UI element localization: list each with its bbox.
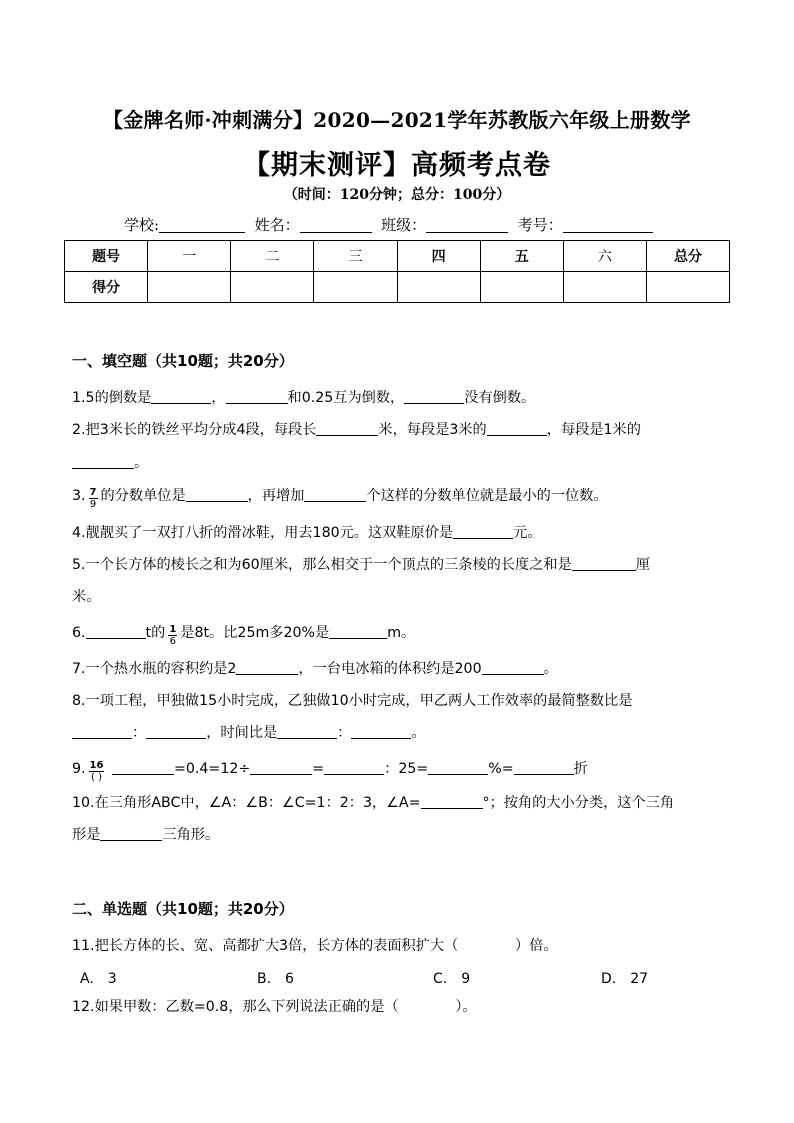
- q2-text: 。: [134, 455, 149, 471]
- name-label: 姓名：: [254, 216, 300, 234]
- q8-text: 。: [411, 725, 426, 741]
- answer-blank[interactable]: [572, 556, 636, 571]
- question-2: [72, 420, 641, 440]
- exam-title: 【期末测评】高频考点卷: [243, 150, 551, 181]
- q2-text: ，每段是1米的: [546, 422, 641, 438]
- name-field[interactable]: [300, 216, 372, 233]
- score-table-score-row: [65, 272, 730, 303]
- q6-text: m。: [387, 625, 416, 641]
- q5-text: 米。: [72, 589, 101, 605]
- q1-text: 和0.25互为倒数，: [287, 390, 405, 406]
- q1-text: 没有倒数。: [464, 390, 536, 406]
- answer-blank[interactable]: [514, 760, 574, 775]
- fraction-denominator: 6: [169, 636, 176, 647]
- answer-blank[interactable]: [324, 760, 384, 775]
- q8-text: 8.一项工程，甲独做15小时完成，乙独做10小时完成，甲乙两人工作效率的最简整数比是: [72, 693, 633, 709]
- answer-blank[interactable]: [428, 760, 488, 775]
- score-input-cell[interactable]: [480, 272, 563, 303]
- q1-text: ，: [211, 390, 226, 406]
- score-cell-section: 三: [314, 241, 397, 272]
- q11-option-b[interactable]: B. 6: [257, 971, 294, 987]
- q10-text: 形是: [72, 827, 101, 843]
- score-cell-section: 一: [148, 241, 231, 272]
- answer-blank[interactable]: [100, 826, 162, 841]
- answer-blank[interactable]: [146, 724, 206, 739]
- answer-blank[interactable]: [72, 724, 132, 739]
- score-cell-section: 四: [397, 241, 480, 272]
- q9-text: =: [312, 761, 325, 777]
- q7-text: 7.一个热水瓶的容积约是2: [72, 661, 237, 677]
- q5-text: 5.一个长方体的棱长之和为60厘米，那么相交于一个顶点的三条棱的长度之和是: [72, 557, 572, 573]
- student-info-line: [124, 214, 653, 235]
- class-label: 班级：: [381, 216, 427, 234]
- q8-text: ：: [337, 725, 352, 741]
- question-4: [72, 523, 542, 543]
- q4-text: 4.靓靓买了一双打八折的滑冰鞋，用去180元。这双鞋原价是: [72, 525, 454, 541]
- q9-text: %=: [488, 761, 514, 777]
- question-3: [72, 486, 608, 510]
- q8-text: ：: [132, 725, 147, 741]
- score-input-cell[interactable]: [397, 272, 480, 303]
- score-cell-label: 题号: [65, 241, 148, 272]
- fraction-numerator: 1: [169, 624, 177, 635]
- q7-text: ，一台电冰箱的体积约是200: [298, 661, 482, 677]
- score-input-cell[interactable]: [314, 272, 397, 303]
- q10-text: °；按角的大小分类，这个三角: [482, 795, 675, 811]
- q7-text: 。: [543, 661, 558, 677]
- question-6: [72, 623, 415, 647]
- answer-blank[interactable]: [236, 660, 298, 675]
- answer-blank[interactable]: [482, 660, 544, 675]
- q3-text: 的分数单位是: [100, 488, 186, 504]
- question-11: 11.把长方体的长、宽、高都扩大3倍，长方体的表面积扩大（ ）倍。: [72, 938, 558, 954]
- answer-blank[interactable]: [112, 760, 174, 775]
- score-row-label: 得分: [65, 272, 148, 303]
- question-2-cont: [72, 453, 148, 473]
- fraction-denominator: ( ): [91, 772, 102, 783]
- answer-blank[interactable]: [277, 724, 337, 739]
- fraction-numerator: 7: [89, 487, 97, 498]
- answer-blank[interactable]: [86, 624, 146, 639]
- fraction-denominator: 9: [89, 499, 97, 510]
- answer-blank[interactable]: [404, 389, 464, 404]
- question-1: [72, 388, 535, 408]
- score-input-cell[interactable]: [231, 272, 314, 303]
- q9-text: ：25=: [384, 761, 429, 777]
- question-8-cont: [72, 723, 426, 743]
- fraction-numerator: 16: [89, 760, 104, 771]
- answer-blank[interactable]: [186, 487, 248, 502]
- fraction-7-9: [89, 487, 98, 510]
- answer-blank[interactable]: [453, 524, 513, 539]
- answer-blank[interactable]: [329, 624, 387, 639]
- answer-blank[interactable]: [487, 421, 547, 436]
- score-input-cell[interactable]: [148, 272, 231, 303]
- q2-text: 米，每段是3米的: [378, 422, 487, 438]
- score-input-cell[interactable]: [563, 272, 646, 303]
- q9-text: =0.4=12÷: [173, 761, 251, 777]
- q10-text: 三角形。: [162, 827, 220, 843]
- score-cell-section: 六: [563, 241, 646, 272]
- fraction-1-6: [168, 624, 177, 647]
- class-field[interactable]: [426, 216, 508, 233]
- score-input-cell[interactable]: [646, 272, 729, 303]
- q6-text: 6.: [72, 625, 86, 641]
- exam-no-field[interactable]: [563, 216, 653, 233]
- q9-text: 9.: [72, 761, 86, 777]
- score-table: [64, 240, 730, 303]
- answer-blank[interactable]: [72, 454, 134, 469]
- q3-text: 3.: [72, 488, 86, 504]
- answer-blank[interactable]: [226, 389, 288, 404]
- q4-text: 元。: [513, 525, 542, 541]
- school-label: 学校:: [124, 216, 160, 234]
- question-10: [72, 793, 674, 813]
- score-cell-total: 总分: [646, 241, 729, 272]
- q10-text: 10.在三角形ABC中，∠A：∠B：∠C=1：2：3，∠A=: [72, 795, 421, 811]
- q11-option-a[interactable]: A. 3: [80, 971, 117, 987]
- section2-title: 二、单选题（共10题；共20分）: [72, 900, 294, 918]
- question-5: [72, 555, 650, 575]
- score-cell-section: 五: [480, 241, 563, 272]
- q5-text: 厘: [635, 557, 650, 573]
- q8-text: ，时间比是: [206, 725, 278, 741]
- question-5-cont: [72, 587, 100, 607]
- q6-text: t的: [145, 625, 166, 641]
- question-12: 12.如果甲数：乙数=0.8，那么下列说法正确的是（ ）。: [72, 999, 477, 1015]
- score-cell-section: 二: [231, 241, 314, 272]
- q9-text: 折: [573, 761, 588, 777]
- question-8: [72, 691, 632, 711]
- q11-option-c[interactable]: C. 9: [433, 971, 471, 987]
- answer-blank[interactable]: [250, 760, 312, 775]
- answer-blank[interactable]: [151, 389, 211, 404]
- answer-blank[interactable]: [351, 724, 411, 739]
- q2-text: 2.把3米长的铁丝平均分成4段，每段长: [72, 422, 317, 438]
- exam-no-label: 考号：: [517, 216, 563, 234]
- question-9: [72, 759, 588, 783]
- q3-text: ，再增加: [247, 488, 305, 504]
- q1-text: 1.5的倒数是: [72, 390, 152, 406]
- section1-title: 一、填空题（共10题；共20分）: [72, 352, 294, 370]
- question-10-cont: [72, 825, 219, 845]
- q3-text: 个这样的分数单位就是最小的一位数。: [366, 488, 608, 504]
- answer-blank[interactable]: [316, 421, 378, 436]
- exam-series-title: 【金牌名师·冲刺满分】2020—2021学年苏教版六年级上册数学: [103, 108, 691, 132]
- answer-blank[interactable]: [421, 794, 483, 809]
- answer-blank[interactable]: [304, 487, 366, 502]
- q6-text: 是8t。比25m多20%是: [180, 625, 330, 641]
- fraction-16-blank: [89, 760, 105, 783]
- score-table-header-row: [65, 241, 730, 272]
- exam-time-score: （时间：120分钟；总分：100分）: [283, 187, 511, 203]
- q11-option-d[interactable]: D. 27: [601, 971, 649, 987]
- school-field[interactable]: [159, 216, 245, 233]
- question-7: [72, 659, 558, 679]
